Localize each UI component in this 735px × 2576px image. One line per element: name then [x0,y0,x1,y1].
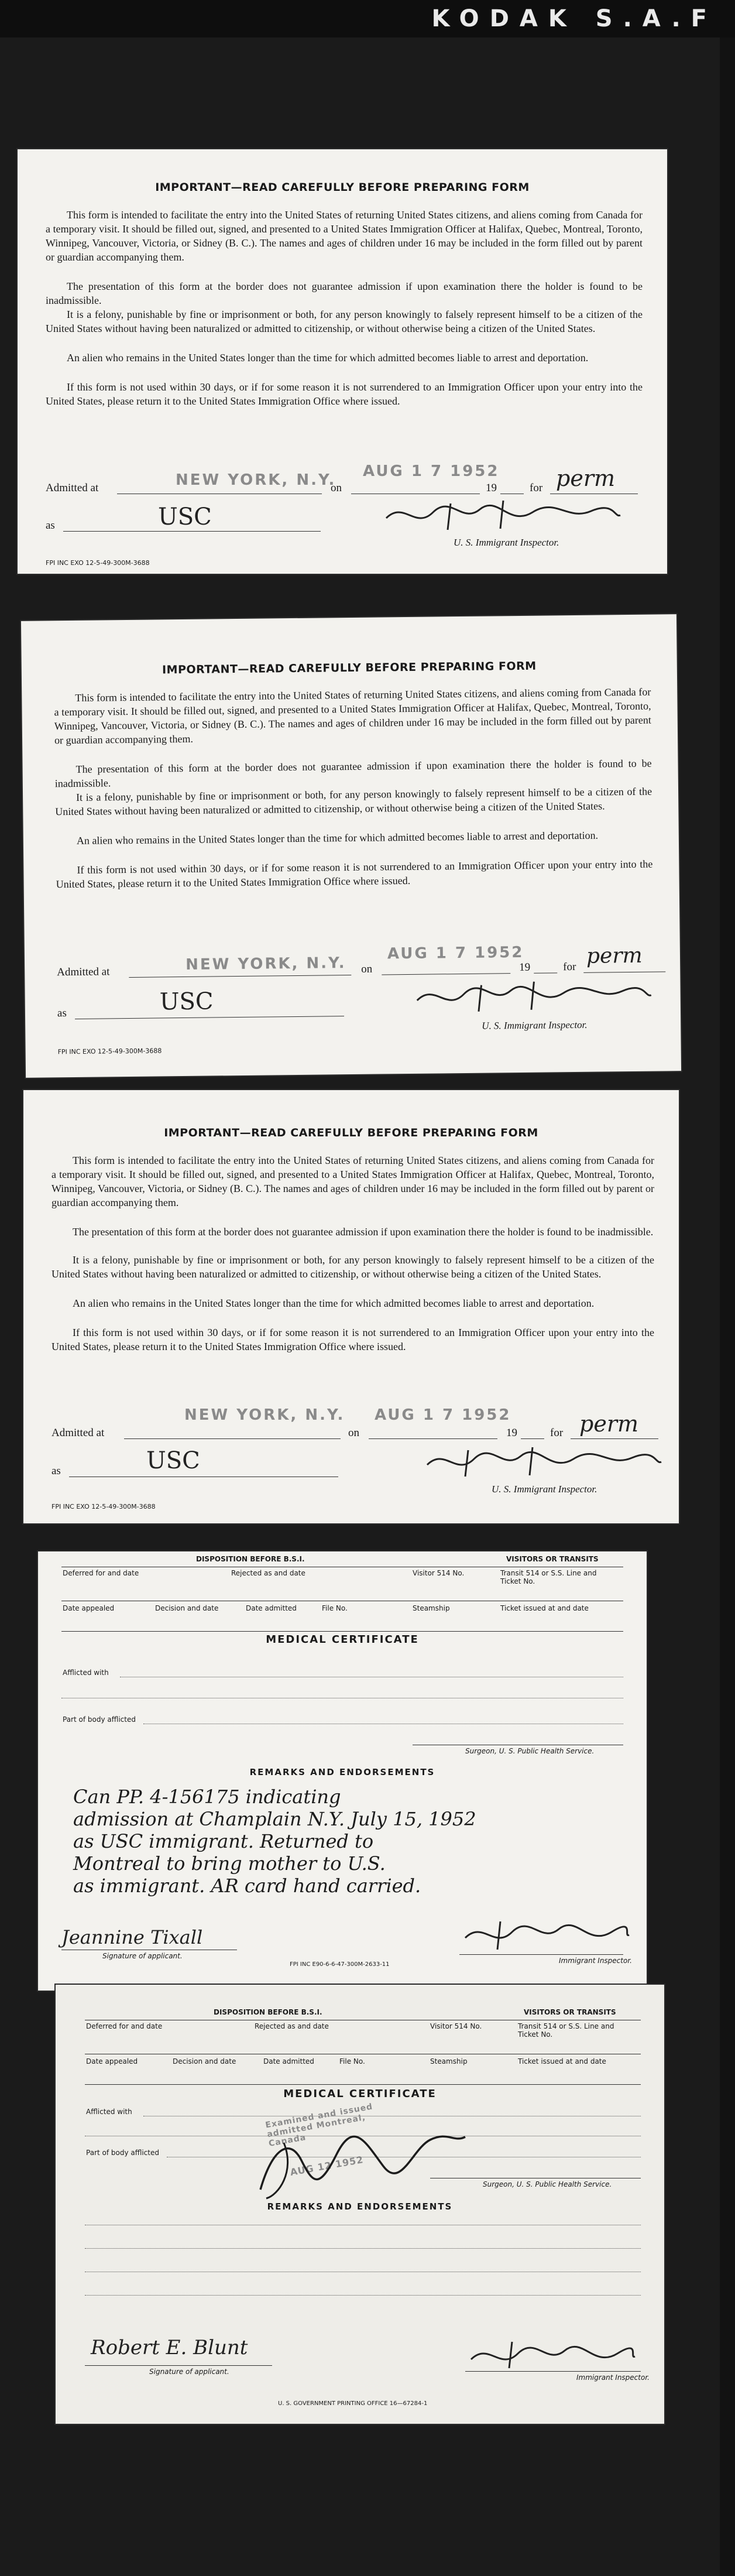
as-label: as [57,1007,67,1020]
remarks-title: REMARKS AND ENDORSEMENTS [267,2201,453,2212]
body-part-label: Part of body afflicted [86,2149,159,2157]
form-title: IMPORTANT—READ CAREFULLY BEFORE PREPARING FORM [162,659,537,677]
deferred-label: Deferred for and date [63,1569,139,1577]
on-label: on [361,962,373,975]
transit514-label: Transit 514 or S.S. Line and Ticket No. [500,1569,597,1585]
inspector-caption: U. S. Immigrant Inspector. [492,1484,597,1495]
as-label: as [51,1465,61,1477]
form-paragraph: This form is intended to facilitate the entry into the United States of returning United States citizens, and aliens coming from Canada for a temporary visit. It should be filled out, signed, and presented to a United States Immigration Officer at Halifax, Quebec, Montreal, Toronto, Winnipeg, Vancouver, Victoria, or Sidney (B. C.). The names and ages of children under 16 may be included in the form filled out by parent or guardian accompanying them. [54,686,651,746]
form-paragraph: This form is intended to facilitate the entry into the United States of returning United States citizens, and aliens coming from Canada for a temporary visit. It should be filled out, signed, and presented to a United States Immigration Officer at Halifax, Quebec, Montreal, Toronto, Winnipeg, Vancouver, Victoria, or Sidney (B. C.). The names and ages of children under 16 may be included in the form filled out by parent or guardian accompanying them. [51,1155,654,1208]
entry-form-card-2 [21,614,681,1078]
form-paragraph: The presentation of this form at the border does not guarantee admission if upon examination there the holder is found to be inadmissible. [46,280,643,306]
admitted-at-label: Admitted at [57,965,110,979]
printer-code: U. S. GOVERNMENT PRINTING OFFICE 16—67284-1 [278,2400,428,2407]
immigrant-inspector-caption: Immigrant Inspector. [559,1957,632,1965]
entry-stamp-place: NEW YORK, N.Y. [176,471,336,489]
file-no-label: File No. [339,2057,365,2065]
inspector-signature [411,975,657,1018]
printer-code: FPI INC EXO 12-5-49-300M-3688 [46,559,150,567]
steamship-label: Steamship [413,1604,450,1612]
applicant-signature-caption: Signature of applicant. [102,1952,183,1960]
entry-stamp-place: NEW YORK, N.Y. [185,954,346,974]
immigrant-inspector-caption: Immigrant Inspector. [576,2373,650,2382]
form-paragraph: An alien who remains in the United States longer than the time for which admitted becomes liable to arrest and deportation. [67,352,589,364]
on-label: on [348,1427,359,1439]
inspector-signature [380,495,626,536]
form-paragraph: The presentation of this form at the border does not guarantee admission if upon examination there the holder is found to be inadmissible. [73,1226,654,1238]
entry-stamp-date: AUG 1 7 1952 [363,463,500,480]
date-admitted-label: Date admitted [246,1604,297,1612]
as-label: as [46,519,55,532]
entry-stamp-date: AUG 1 7 1952 [387,943,524,963]
visitors-header: VISITORS OR TRANSITS [506,1555,599,1563]
year-label: 19 [506,1427,517,1439]
form-paragraph: It is a felony, punishable by fine or imprisonment or both, for any person knowingly to falsely represent himself to be a citizen of the United States without having been naturalized or admitted to citizenship, or without otherwise being a citizen of the United States. [46,309,643,334]
file-no-label: File No. [322,1604,348,1612]
handwritten-for: perm [556,465,616,491]
disposition-header: DISPOSITION BEFORE B.S.I. [214,2008,322,2016]
entry-stamp-date: AUG 1 7 1952 [375,1406,511,1424]
transit514-label: Transit 514 or S.S. Line and Ticket No. [518,2022,614,2039]
form-paragraph: If this form is not used within 30 days, or if for some reason it is not surrendered to an Immigration Officer upon your entry into the United States, please return it to the United States Immigration Office where issued. [56,858,653,890]
form-paragraph: This form is intended to facilitate the entry into the United States of returning United States citizens, and aliens coming from Canada for a temporary visit. It should be filled out, signed, and presented to a United States Immigration Officer at Halifax, Quebec, Montreal, Toronto, Winnipeg, Vancouver, Victoria, or Sidney (B. C.). The names and ages of children under 16 may be included in the form filled out by parent or guardian accompanying them. [46,209,643,263]
medical-certificate-title: MEDICAL CERTIFICATE [283,2088,437,2100]
film-edge [720,37,735,2576]
form-title: IMPORTANT—READ CAREFULLY BEFORE PREPARING FORM [164,1126,538,1139]
rejected-label: Rejected as and date [255,2022,329,2030]
for-label: for [563,960,576,974]
entry-form-card-1 [18,149,667,574]
date-appealed-label: Date appealed [86,2057,138,2065]
form-paragraph: The presentation of this form at the border does not guarantee admission if upon examination there the holder is found to be inadmissible. [54,757,652,790]
examined-stamp: Examined and issued admitted Montreal, Canada [265,2102,374,2149]
medical-certificate-card-1 [38,1551,647,1991]
afflicted-label: Afflicted with [86,2108,132,2116]
remarks-title: REMARKS AND ENDORSEMENTS [249,1767,435,1777]
handwritten-for: perm [586,943,643,968]
handwritten-scrawl [249,2125,471,2201]
inspector-signature [459,1914,635,1955]
form-paragraph: It is a felony, punishable by fine or imprisonment or both, for any person knowingly to falsely represent himself to be a citizen of the United States without having been naturalized or admitted to citizenship, or without otherwise being a citizen of the United States. [55,785,652,818]
printer-code: FPI INC EXO 12-5-49-300M-3688 [57,1047,162,1056]
entry-form-card-3 [23,1090,679,1523]
afflicted-label: Afflicted with [63,1669,109,1677]
year-label: 19 [486,482,497,494]
handwritten-status: USC [158,503,212,530]
film-edge-marking: KODAK S.A.F [0,0,735,37]
handwritten-for: perm [579,1411,639,1437]
form-paragraph: It is a felony, punishable by fine or imprisonment or both, for any person knowingly to falsely represent himself to be a citizen of the United States without having been naturalized or admitted to citizenship, or without otherwise being a citizen of the United States. [51,1254,654,1280]
form-paragraph: An alien who remains in the United States longer than the time for which admitted becomes liable to arrest and deportation. [73,1297,595,1309]
form-paragraph: An alien who remains in the United States longer than the time for which admitted becomes liable to arrest and deportation. [76,829,599,847]
medical-certificate-title: MEDICAL CERTIFICATE [266,1633,419,1646]
form-title: IMPORTANT—READ CAREFULLY BEFORE PREPARING FORM [155,181,530,194]
inspector-caption: U. S. Immigrant Inspector. [482,1019,588,1032]
form-paragraph: If this form is not used within 30 days, or if for some reason it is not surrendered to an Immigration Officer upon your entry into the United States, please return it to the United States Immigration Office where issued. [46,381,643,407]
decision-label: Decision and date [155,1604,219,1612]
handwritten-status: USC [146,1447,200,1474]
year-label: 19 [519,961,531,974]
deferred-label: Deferred for and date [86,2022,163,2030]
for-label: for [550,1427,564,1439]
admitted-at-label: Admitted at [51,1427,105,1439]
on-label: on [331,482,342,494]
body-part-label: Part of body afflicted [63,1715,136,1724]
applicant-handwritten-name: Robert E. Blunt [91,2336,248,2359]
disposition-header: DISPOSITION BEFORE B.S.I. [196,1555,305,1563]
visitor514-label: Visitor 514 No. [430,2022,482,2030]
entry-stamp-place: NEW YORK, N.Y. [184,1406,345,1424]
surgeon-caption: Surgeon, U. S. Public Health Service. [483,2180,612,2188]
inspector-signature [465,2336,641,2371]
inspector-caption: U. S. Immigrant Inspector. [454,537,559,548]
medical-certificate-card-2 [56,1985,664,2424]
handwritten-status: USC [159,988,214,1016]
for-label: for [530,482,543,494]
visitors-header: VISITORS OR TRANSITS [524,2008,616,2016]
date-appealed-label: Date appealed [63,1604,115,1612]
examined-stamp-date: AUG 12 1952 [289,2154,365,2178]
admitted-at-label: Admitted at [46,482,99,494]
surgeon-caption: Surgeon, U. S. Public Health Service. [465,1747,595,1755]
applicant-signature-caption: Signature of applicant. [149,2368,229,2376]
printer-code: FPI INC E90-6-6-47-300M-2633-11 [290,1961,390,1968]
steamship-label: Steamship [430,2057,468,2065]
ticket-label: Ticket issued at and date [500,1604,589,1612]
ticket-label: Ticket issued at and date [518,2057,606,2065]
decision-label: Decision and date [173,2057,236,2065]
form-paragraph: If this form is not used within 30 days, or if for some reason it is not surrendered to an Immigration Officer upon your entry into the United States, please return it to the United States Immigration Office where issued. [51,1327,654,1352]
rejected-label: Rejected as and date [231,1569,305,1577]
handwritten-remarks: Can PP. 4-156175 indicating admission at Champlain N.Y. July 15, 1952 as USC immigrant. Returned to Montreal to bring mother to U.S. as immigrant. AR card hand carried. [73,1786,476,1897]
visitor514-label: Visitor 514 No. [413,1569,465,1577]
applicant-handwritten-name: Jeannine Tixall [61,1926,203,1948]
date-admitted-label: Date admitted [263,2057,314,2065]
inspector-signature [421,1441,667,1482]
printer-code: FPI INC EXO 12-5-49-300M-3688 [51,1503,156,1510]
